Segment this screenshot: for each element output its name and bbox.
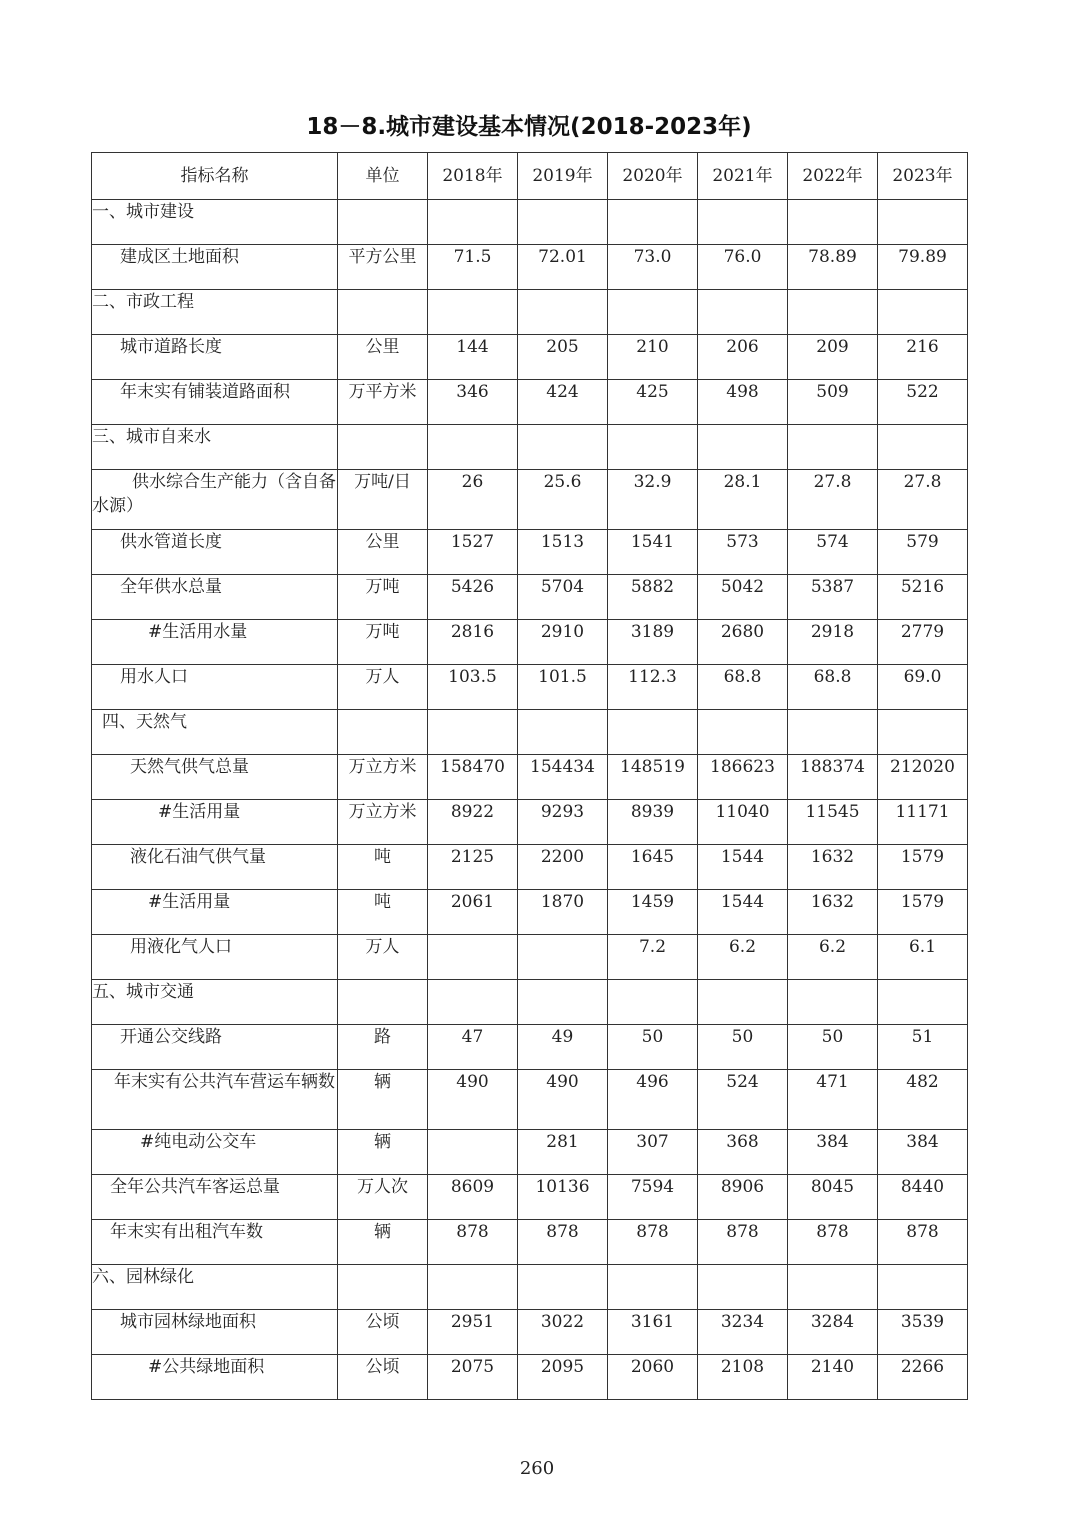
value-cell: 11545 (788, 800, 878, 845)
indicator-name: 用液化气人口 (130, 937, 232, 957)
value-cell: 212020 (878, 755, 968, 800)
value-cell (428, 290, 518, 335)
unit-cell: 路 (338, 1025, 428, 1070)
indicator-name: 用水人口 (120, 667, 188, 687)
indicator-name-cell (92, 1175, 338, 1220)
value-cell: 25.6 (518, 470, 608, 530)
indicator-name-cell (92, 1355, 338, 1400)
value-cell (518, 935, 608, 980)
value-cell: 307 (608, 1130, 698, 1175)
indicator-name-cell (92, 575, 338, 620)
value-cell: 32.9 (608, 470, 698, 530)
unit-cell: 万人次 (338, 1175, 428, 1220)
value-cell: 50 (698, 1025, 788, 1070)
table-row (92, 620, 968, 665)
indicator-name: 年末实有出租汽车数 (110, 1222, 263, 1242)
indicator-name: 城市道路长度 (120, 337, 222, 357)
table-row (92, 1175, 968, 1220)
value-cell: 8440 (878, 1175, 968, 1220)
value-cell: 11040 (698, 800, 788, 845)
header-cell: 2022年 (788, 153, 878, 200)
value-cell: 68.8 (698, 665, 788, 710)
value-cell: 6.1 (878, 935, 968, 980)
value-cell: 496 (608, 1070, 698, 1130)
value-cell (878, 980, 968, 1025)
table-row (92, 1355, 968, 1400)
value-cell (518, 425, 608, 470)
value-cell: 3022 (518, 1310, 608, 1355)
indicator-name-cell (92, 200, 338, 245)
value-cell: 1645 (608, 845, 698, 890)
table-row (92, 800, 968, 845)
value-cell (518, 710, 608, 755)
value-cell: 490 (518, 1070, 608, 1130)
indicator-name: 四、天然气 (102, 712, 187, 732)
value-cell: 5882 (608, 575, 698, 620)
table-row (92, 710, 968, 755)
table-row (92, 1130, 968, 1175)
value-cell: 6.2 (788, 935, 878, 980)
value-cell: 51 (878, 1025, 968, 1070)
value-cell: 2266 (878, 1355, 968, 1400)
value-cell: 5426 (428, 575, 518, 620)
indicator-name-cell (92, 1220, 338, 1265)
value-cell: 878 (518, 1220, 608, 1265)
header-cell: 单位 (338, 153, 428, 200)
value-cell: 2095 (518, 1355, 608, 1400)
unit-cell: 万吨 (338, 575, 428, 620)
value-cell: 2779 (878, 620, 968, 665)
value-cell: 76.0 (698, 245, 788, 290)
value-cell: 3539 (878, 1310, 968, 1355)
indicator-name: 天然气供气总量 (130, 757, 249, 777)
value-cell (428, 1130, 518, 1175)
value-cell: 158470 (428, 755, 518, 800)
value-cell (878, 425, 968, 470)
unit-cell: 公顷 (338, 1310, 428, 1355)
value-cell: 2816 (428, 620, 518, 665)
value-cell: 9293 (518, 800, 608, 845)
table-row (92, 245, 968, 290)
value-cell: 1527 (428, 530, 518, 575)
value-cell: 101.5 (518, 665, 608, 710)
indicator-name: 城市园林绿地面积 (120, 1312, 256, 1332)
value-cell: 2061 (428, 890, 518, 935)
value-cell (518, 1265, 608, 1310)
value-cell: 73.0 (608, 245, 698, 290)
unit-cell: 吨 (338, 845, 428, 890)
value-cell: 1632 (788, 845, 878, 890)
value-cell (428, 980, 518, 1025)
value-cell: 2200 (518, 845, 608, 890)
unit-cell: 万立方米 (338, 755, 428, 800)
value-cell (878, 1265, 968, 1310)
header-cell: 2020年 (608, 153, 698, 200)
value-cell: 216 (878, 335, 968, 380)
value-cell: 50 (608, 1025, 698, 1070)
value-cell (608, 200, 698, 245)
value-cell: 579 (878, 530, 968, 575)
value-cell: 384 (878, 1130, 968, 1175)
header-cell: 2023年 (878, 153, 968, 200)
indicator-name: #生活用量 (158, 802, 241, 822)
value-cell: 103.5 (428, 665, 518, 710)
table-row (92, 755, 968, 800)
value-cell: 471 (788, 1070, 878, 1130)
indicator-name: 建成区土地面积 (120, 247, 239, 267)
value-cell: 8939 (608, 800, 698, 845)
value-cell: 26 (428, 470, 518, 530)
indicator-name-cell (92, 710, 338, 755)
value-cell: 205 (518, 335, 608, 380)
table-row (92, 1310, 968, 1355)
value-cell (788, 425, 878, 470)
value-cell: 3284 (788, 1310, 878, 1355)
table-row (92, 845, 968, 890)
value-cell: 1544 (698, 845, 788, 890)
value-cell (788, 710, 878, 755)
value-cell: 47 (428, 1025, 518, 1070)
value-cell: 11171 (878, 800, 968, 845)
indicator-name: 供水综合生产能力（含自备水源） (92, 472, 336, 516)
indicator-name: 年末实有公共汽车营运车辆数 (114, 1072, 335, 1092)
value-cell (428, 710, 518, 755)
value-cell: 28.1 (698, 470, 788, 530)
value-cell: 5042 (698, 575, 788, 620)
value-cell: 112.3 (608, 665, 698, 710)
value-cell (698, 980, 788, 1025)
value-cell: 522 (878, 380, 968, 425)
unit-cell: 万平方米 (338, 380, 428, 425)
indicator-name: 供水管道长度 (120, 532, 222, 552)
value-cell: 206 (698, 335, 788, 380)
value-cell: 7.2 (608, 935, 698, 980)
indicator-name-cell (92, 755, 338, 800)
value-cell: 154434 (518, 755, 608, 800)
indicator-name: 二、市政工程 (92, 292, 194, 312)
table-row (92, 200, 968, 245)
table-row (92, 980, 968, 1025)
value-cell: 5704 (518, 575, 608, 620)
page-title: 18－8.城市建设基本情况(2018-2023年) (306, 114, 752, 140)
table-row (92, 1265, 968, 1310)
unit-cell (338, 1265, 428, 1310)
indicator-name-cell (92, 335, 338, 380)
value-cell: 1459 (608, 890, 698, 935)
indicator-name-cell (92, 245, 338, 290)
indicator-name-cell (92, 290, 338, 335)
value-cell (608, 290, 698, 335)
value-cell: 49 (518, 1025, 608, 1070)
value-cell: 878 (698, 1220, 788, 1265)
value-cell: 210 (608, 335, 698, 380)
value-cell: 5216 (878, 575, 968, 620)
value-cell: 482 (878, 1070, 968, 1130)
indicator-name-cell (92, 1265, 338, 1310)
indicator-name-cell (92, 1070, 338, 1130)
value-cell (428, 200, 518, 245)
indicator-name-cell (92, 1025, 338, 1070)
value-cell: 2918 (788, 620, 878, 665)
value-cell: 148519 (608, 755, 698, 800)
table-row (92, 530, 968, 575)
table-row (92, 575, 968, 620)
value-cell: 8906 (698, 1175, 788, 1220)
value-cell: 2060 (608, 1355, 698, 1400)
unit-cell: 公顷 (338, 1355, 428, 1400)
value-cell: 1544 (698, 890, 788, 935)
indicator-name: #生活用量 (148, 892, 231, 912)
indicator-name: #公共绿地面积 (148, 1357, 265, 1377)
value-cell (518, 200, 608, 245)
value-cell: 509 (788, 380, 878, 425)
page-number: 260 (519, 1458, 555, 1479)
value-cell (788, 980, 878, 1025)
indicator-name-cell (92, 665, 338, 710)
value-cell (788, 290, 878, 335)
unit-cell: 万立方米 (338, 800, 428, 845)
table-row (92, 380, 968, 425)
value-cell: 2140 (788, 1355, 878, 1400)
indicator-name-cell (92, 425, 338, 470)
unit-cell (338, 425, 428, 470)
value-cell: 3161 (608, 1310, 698, 1355)
value-cell: 878 (878, 1220, 968, 1265)
value-cell: 524 (698, 1070, 788, 1130)
value-cell: 186623 (698, 755, 788, 800)
value-cell: 878 (428, 1220, 518, 1265)
value-cell (698, 1265, 788, 1310)
unit-cell (338, 980, 428, 1025)
indicator-name: 开通公交线路 (120, 1027, 222, 1047)
value-cell: 1579 (878, 890, 968, 935)
value-cell: 5387 (788, 575, 878, 620)
value-cell (878, 290, 968, 335)
value-cell (428, 425, 518, 470)
indicator-name-cell (92, 530, 338, 575)
value-cell: 498 (698, 380, 788, 425)
table-row (92, 470, 968, 530)
value-cell: 27.8 (788, 470, 878, 530)
value-cell: 878 (788, 1220, 878, 1265)
value-cell: 78.89 (788, 245, 878, 290)
value-cell (698, 425, 788, 470)
indicator-name: 五、城市交通 (92, 982, 194, 1002)
value-cell: 425 (608, 380, 698, 425)
value-cell: 490 (428, 1070, 518, 1130)
unit-cell: 辆 (338, 1070, 428, 1130)
value-cell: 10136 (518, 1175, 608, 1220)
unit-cell: 平方公里 (338, 245, 428, 290)
value-cell (698, 290, 788, 335)
value-cell: 7594 (608, 1175, 698, 1220)
value-cell: 68.8 (788, 665, 878, 710)
table-row (92, 665, 968, 710)
table-row (92, 890, 968, 935)
value-cell (788, 1265, 878, 1310)
value-cell: 8922 (428, 800, 518, 845)
unit-cell: 吨 (338, 890, 428, 935)
value-cell (608, 1265, 698, 1310)
unit-cell: 公里 (338, 530, 428, 575)
value-cell (518, 980, 608, 1025)
table-row (92, 1025, 968, 1070)
table-row (92, 1220, 968, 1265)
value-cell: 2125 (428, 845, 518, 890)
unit-cell (338, 200, 428, 245)
indicator-name-cell (92, 800, 338, 845)
value-cell: 346 (428, 380, 518, 425)
value-cell: 71.5 (428, 245, 518, 290)
value-cell: 69.0 (878, 665, 968, 710)
indicator-name: 全年供水总量 (120, 577, 222, 597)
value-cell (608, 425, 698, 470)
value-cell: 2108 (698, 1355, 788, 1400)
header-cell: 指标名称 (92, 153, 338, 200)
indicator-name: 三、城市自来水 (92, 427, 211, 447)
unit-cell: 万吨/日 (338, 470, 428, 530)
value-cell (608, 710, 698, 755)
value-cell (518, 290, 608, 335)
value-cell (878, 710, 968, 755)
value-cell: 2680 (698, 620, 788, 665)
indicator-name: 全年公共汽车客运总量 (110, 1177, 280, 1197)
unit-cell: 万吨 (338, 620, 428, 665)
value-cell: 424 (518, 380, 608, 425)
table-row (92, 335, 968, 380)
header-cell: 2019年 (518, 153, 608, 200)
indicator-name: #生活用水量 (148, 622, 248, 642)
city-construction-table (91, 152, 968, 1400)
unit-cell: 万人 (338, 665, 428, 710)
value-cell: 3189 (608, 620, 698, 665)
value-cell: 188374 (788, 755, 878, 800)
value-cell: 27.8 (878, 470, 968, 530)
value-cell: 384 (788, 1130, 878, 1175)
value-cell: 209 (788, 335, 878, 380)
indicator-name-cell (92, 845, 338, 890)
unit-cell: 公里 (338, 335, 428, 380)
indicator-name-cell (92, 1130, 338, 1175)
value-cell: 1513 (518, 530, 608, 575)
table-row (92, 425, 968, 470)
value-cell: 79.89 (878, 245, 968, 290)
value-cell: 2910 (518, 620, 608, 665)
value-cell (698, 200, 788, 245)
value-cell (878, 200, 968, 245)
indicator-name-cell (92, 890, 338, 935)
table-header-row (92, 153, 968, 200)
indicator-name: #纯电动公交车 (140, 1132, 257, 1152)
value-cell: 3234 (698, 1310, 788, 1355)
indicator-name-cell (92, 980, 338, 1025)
indicator-name-cell (92, 470, 338, 530)
indicator-name-cell (92, 1310, 338, 1355)
value-cell: 573 (698, 530, 788, 575)
unit-cell (338, 290, 428, 335)
indicator-name-cell (92, 380, 338, 425)
indicator-name-cell (92, 620, 338, 665)
indicator-name: 一、城市建设 (92, 202, 194, 222)
value-cell: 574 (788, 530, 878, 575)
header-cell: 2018年 (428, 153, 518, 200)
value-cell: 281 (518, 1130, 608, 1175)
unit-cell: 辆 (338, 1220, 428, 1265)
value-cell: 368 (698, 1130, 788, 1175)
indicator-name: 六、园林绿化 (92, 1267, 194, 1287)
value-cell: 8045 (788, 1175, 878, 1220)
value-cell: 1632 (788, 890, 878, 935)
value-cell: 1541 (608, 530, 698, 575)
value-cell (698, 710, 788, 755)
unit-cell: 万人 (338, 935, 428, 980)
table-row (92, 935, 968, 980)
unit-cell (338, 710, 428, 755)
indicator-name-cell (92, 935, 338, 980)
value-cell (608, 980, 698, 1025)
value-cell (428, 1265, 518, 1310)
indicator-name: 年末实有铺装道路面积 (120, 382, 290, 402)
value-cell: 2951 (428, 1310, 518, 1355)
value-cell (428, 935, 518, 980)
value-cell (788, 200, 878, 245)
table-row (92, 1070, 968, 1130)
value-cell: 6.2 (698, 935, 788, 980)
unit-cell: 辆 (338, 1130, 428, 1175)
indicator-name: 液化石油气供气量 (130, 847, 266, 867)
value-cell: 1870 (518, 890, 608, 935)
header-cell: 2021年 (698, 153, 788, 200)
value-cell: 72.01 (518, 245, 608, 290)
value-cell: 2075 (428, 1355, 518, 1400)
value-cell: 50 (788, 1025, 878, 1070)
value-cell: 878 (608, 1220, 698, 1265)
value-cell: 1579 (878, 845, 968, 890)
table-row (92, 290, 968, 335)
value-cell: 144 (428, 335, 518, 380)
value-cell: 8609 (428, 1175, 518, 1220)
